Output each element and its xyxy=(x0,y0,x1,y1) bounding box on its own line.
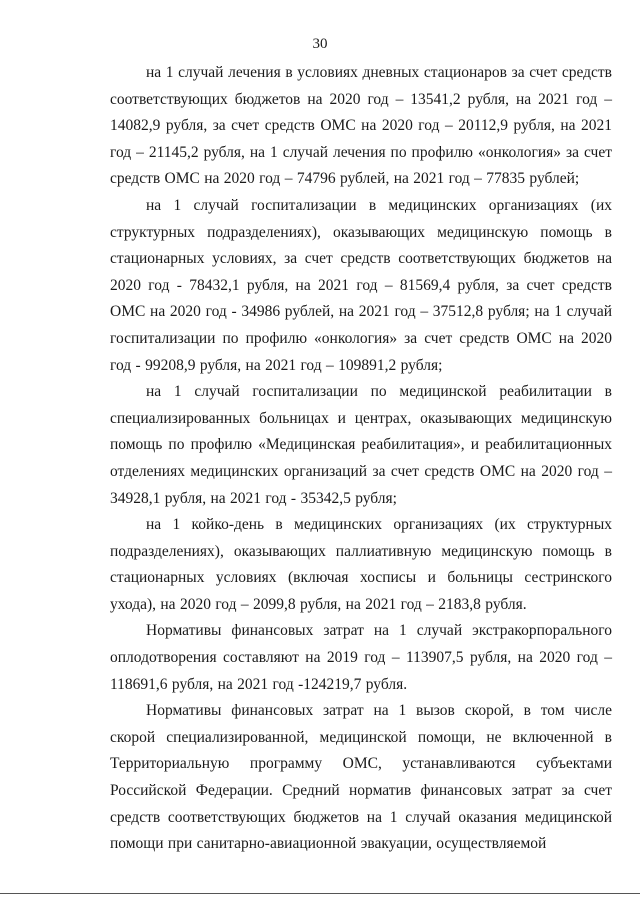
paragraph-palliative: на 1 койко-день в медицинских организациях (их структурных подразделениях), оказывающих паллиативную медицинскую помощь в стационарных условиях (включая хосписы и больницы сестринского ухода), на 2020 год – 2099,8 рубля, на 2021 год – 2183,8 рубля. xyxy=(110,516,612,613)
paragraph-hospitalization: на 1 случай госпитализации в медицинских организациях (их структурных подразделениях), оказывающих медицинскую помощь в стационарных условиях, за счет средств соответствующих бюджетов на 2020 год - 78432,1 рубля, на 2021 год – 81569,4 рубля, за счет средств ОМС на 2020 год - 34986 рублей, на 2021 год – 37512,8 рубля; на 1 случай госпитализации по профилю «онкология» за счет средств ОМС на 2020 год - 99208,9 рубля, на 2021 год – 109891,2 рубля; xyxy=(110,196,612,374)
page-bottom-edge xyxy=(0,893,640,894)
page-number: 30 xyxy=(312,36,328,52)
paragraph-ambulance: Нормативы финансовых затрат на 1 вызов скорой, в том числе скорой специализированной, медицинской помощи, не включенной в Территориальную программу ОМС, устанавливаются субъектами Российской Федерации. Средний норматив финансовых затрат за счет средств соответствующих бюджетов на 1 случай оказания медицинской помощи при санитарно-авиационной эвакуации, осуществляемой xyxy=(110,702,612,853)
paragraph-day-hospital: на 1 случай лечения в условиях дневных стационаров за счет средств соответствующих бюджетов на 2020 год – 13541,2 рубля, на 2021 год – 14082,9 рубля, за счет средств ОМС на 2020 год – 20112,9 рубля, на 2021 год – 21145,2 рубля, на 1 случай лечения по профилю «онкология» за счет средств ОМС на 2020 год – 74796 рублей, на 2021 год – 77835 рублей; xyxy=(110,64,612,188)
paragraph-ivf: Нормативы финансовых затрат на 1 случай экстракорпорального оплодотворения составляют на 2019 год – 113907,5 рубля, на 2020 год – 118691,6 рубля, на 2021 год -124219,7 рубля. xyxy=(110,622,612,693)
document-body xyxy=(110,60,612,858)
paragraph-rehabilitation: на 1 случай госпитализации по медицинской реабилитации в специализированных больницах и центрах, оказывающих медицинскую помощь по профилю «Медицинская реабилитация», и реабилитационных отделениях медицинских организаций за счет средств ОМС на 2020 год – 34928,1 рубля, на 2021 год - 35342,5 рубля; xyxy=(110,383,612,507)
